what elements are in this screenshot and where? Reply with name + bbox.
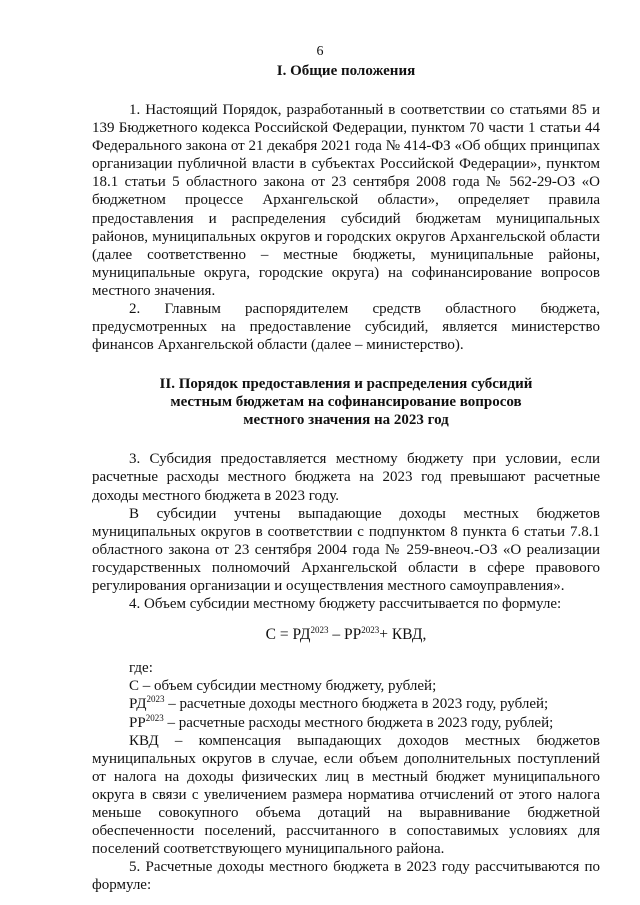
paragraph-1: 1. Настоящий Порядок, разработанный в соответствии со статьями 85 и 139 Бюджетного кодекса Российской Федерации, пунктом 70 части 1 статьи 44 Федерального закона от 21 декабря 2021 года № 414-ФЗ «Об общих принципах организации публичной власти в субъектах Российской Федерации», пунктом 18.1 статьи 5 областного закона от 23 сентября 2008 года № 562-29-ОЗ «О бюджетном процессе Архангельской области», определяет правила предоставления и распределения субсидий бюджетам муниципальных районов, муниципальных округов и городских округов Архангельской области (далее соответственно – местные бюджеты, муниципальные районы, муниципальные округа, городские округа) на софинансирование вопросов местного значения. — [92, 102, 600, 299]
formula-sup-1: 2023 — [310, 625, 329, 635]
paragraph-3b: В субсидии учтены выпадающие доходы местных бюджетов муниципальных округов в соответствии с подпунктом 8 пункта 6 статьи 7.8.1 областного закона от 23 сентября 2004 года № 259-внеоч.-ОЗ «О реализации государственных полномочий Архангельской области в сфере правового регулирования организации и осуществления местного самоуправления». — [92, 505, 600, 594]
paragraph-4: 4. Объем субсидии местному бюджету рассчитывается по формуле: — [129, 596, 562, 613]
paragraph-5: 5. Расчетные доходы местного бюджета в 2023 году рассчитываются по формуле: — [92, 859, 600, 894]
section-2-title — [92, 375, 600, 429]
where-label: где: — [129, 660, 153, 677]
rd-text: – расчетные доходы местного бюджета в 2023 году, рублей; — [164, 696, 549, 713]
rd-symbol: РД — [129, 696, 147, 713]
section-2-title-line-3: местного значения на 2023 год — [243, 412, 449, 429]
paragraph-3: 3. Субсидия предоставляется местному бюджету при условии, если расчетные расходы местного бюджета на 2023 год превышают расчетные доходы местного бюджета в 2023 году. — [92, 451, 600, 504]
definition-rr — [92, 714, 600, 732]
definition-c: С – объем субсидии местному бюджету, рублей; — [129, 678, 437, 695]
formula-sup-2: 2023 — [361, 625, 380, 635]
formula-part-3: + КВД, — [379, 626, 427, 644]
section-2-title-line-2: местным бюджетам на софинансирование вопросов — [170, 394, 522, 411]
rr-symbol: РР — [129, 714, 146, 731]
rd-superscript: 2023 — [146, 694, 165, 705]
document-body — [92, 60, 600, 894]
rr-text: – расчетные расходы местного бюджета в 2023 году, рублей; — [163, 714, 554, 731]
rr-superscript: 2023 — [145, 712, 164, 723]
definition-kvd: КВД – компенсация выпадающих доходов местных бюджетов муниципальных округов в случае, если объем дополнительных поступлений от налога на доходы физических лиц в местный бюджет муниципального округа в связи с увеличением размера норматива отчислений от этого налога меньше совокупного объема дотаций на выравнивание бюджетной обеспеченности поселений, рассчитанного в сопоставимых условиях для поселений соответствующего муниципального района. — [92, 732, 600, 858]
subsidy-formula — [92, 626, 600, 644]
page-number: 6 — [316, 44, 324, 59]
section-1-title: I. Общие положения — [276, 63, 416, 79]
section-2-title-line-1: II. Порядок предоставления и распределения субсидий — [159, 376, 533, 393]
paragraph-2: 2. Главным распорядителем средств областного бюджета, предусмотренных на предоставление субсидий, является министерство финансов Архангельской области (далее – министерство). — [92, 301, 600, 354]
formula-part-2: – РР — [328, 626, 362, 644]
formula-part-1: С = РД — [265, 626, 311, 644]
definition-rd — [92, 695, 600, 713]
